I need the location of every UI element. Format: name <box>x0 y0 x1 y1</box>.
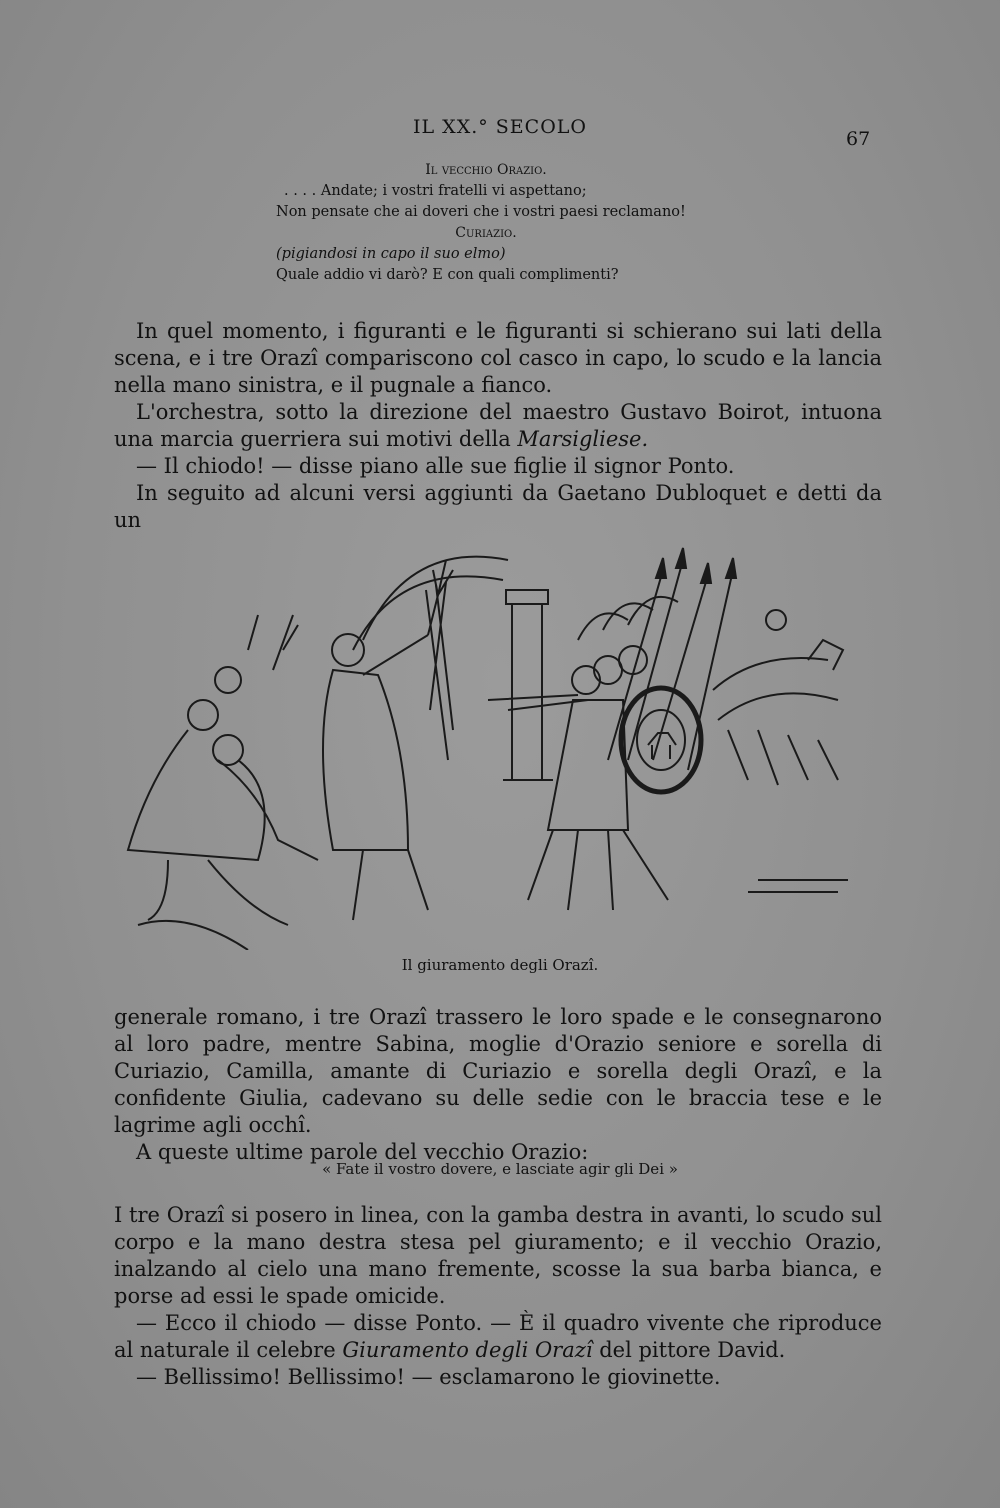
prose-top <box>114 318 882 534</box>
paragraph <box>114 399 882 453</box>
speaker-label: Curiazio. <box>455 225 517 241</box>
prose-bottom <box>114 1004 882 1166</box>
paragraph <box>114 1310 882 1364</box>
verse-line: Quale addio vi darò? E con quali complimenti? <box>276 267 619 283</box>
paragraph: In seguito ad alcuni versi aggiunti da Gaetano Dubloquet e detti da un <box>114 481 882 532</box>
verse-block <box>276 160 696 286</box>
speaker-label: Il vecchio Orazio. <box>425 162 547 178</box>
paragraph: — Bellissimo! Bellissimo! — esclamarono le giovinette. <box>136 1365 721 1389</box>
verse-line: . . . . Andate; i vostri fratelli vi aspettano; <box>284 183 587 199</box>
paragraph-text: del pittore David. <box>599 1338 786 1362</box>
quoted-verse: « Fate il vostro dovere, e lasciate agir gli Dei » <box>322 1160 678 1178</box>
paragraph: — Il chiodo! — disse piano alle sue figlie il signor Ponto. <box>136 454 735 478</box>
engraving-illustration <box>108 530 868 950</box>
paragraph-text: — Ecco il chiodo — disse Ponto. — È il quadro vivente che riproduce al naturale il celebre <box>114 1311 882 1362</box>
italic-title: Giuramento degli Orazî <box>342 1338 593 1362</box>
page-number: 67 <box>846 128 871 150</box>
italic-title: Marsigliese. <box>517 427 649 451</box>
figure-caption: Il giuramento degli Orazî. <box>401 956 599 974</box>
stage-direction: (pigiandosi in capo il suo elmo) <box>276 246 506 262</box>
paragraph: A queste ultime parole del vecchio Orazio: <box>136 1140 589 1164</box>
running-title: IL XX.° SECOLO <box>413 116 587 138</box>
paragraph-text: L'orchestra, sotto la direzione del maestro Gustavo Boirot, intuona una marcia guerriera sui motivi della <box>114 400 882 451</box>
paragraph: In quel momento, i figuranti e le figuranti si schierano sui lati della scena, e i tre Orazî compariscono col casco in capo, lo scudo e la lancia nella mano sinistra, e il pugnale a fianco. <box>114 319 882 397</box>
prose-end <box>114 1202 882 1391</box>
paragraph: I tre Orazî si posero in linea, con la gamba destra in avanti, lo scudo sul corpo e la mano destra stesa pel giuramento; e il vecchio Orazio, inalzando al cielo una mano fremente, scosse la sua barba bianca, e porse ad essi le spade omicide. <box>114 1203 882 1308</box>
paragraph: generale romano, i tre Orazî trassero le loro spade e le consegnarono al loro padre, mentre Sabina, moglie d'Orazio seniore e sorella di Curiazio, Camilla, amante di Curiazio e sorella degli Orazî, e la confidente Giulia, cadevano su delle sedie con le braccia tese e le lagrime agli occhî. <box>114 1005 882 1137</box>
verse-line: Non pensate che ai doveri che i vostri paesi reclamano! <box>276 204 686 220</box>
